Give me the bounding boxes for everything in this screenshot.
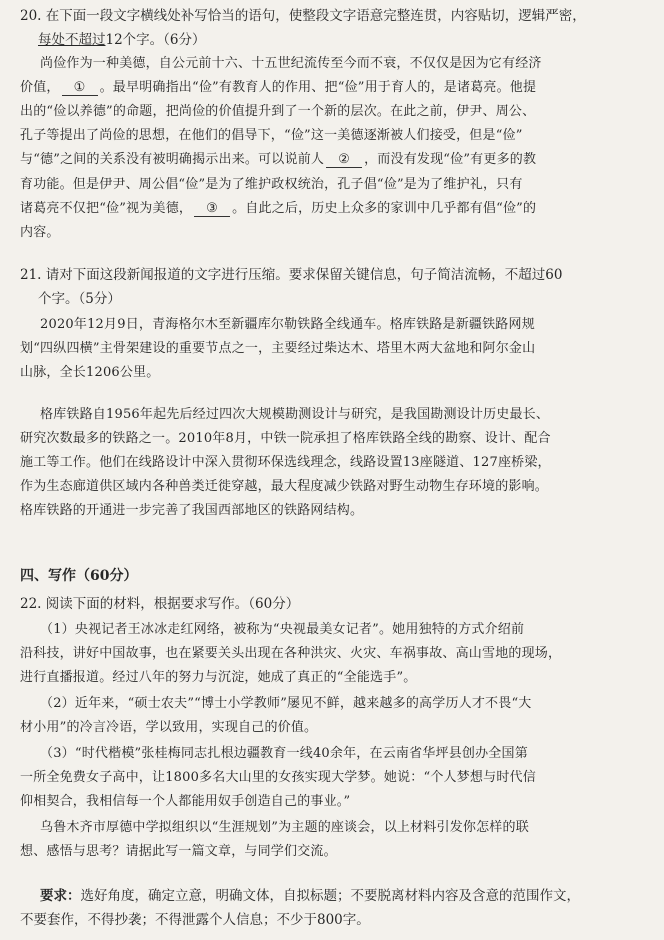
passage-text: 孔子等提出了尚俭的思想，在他们的倡导下，“俭”这一美德逐渐被人们接受，但是“俭” bbox=[20, 128, 523, 143]
q22-material-line: 乌鲁木齐市厚德中学拟组织以“生涯规划”为主题的座谈会，以上材料引发你怎样的联 bbox=[40, 820, 529, 835]
passage-text: 价值， bbox=[20, 80, 60, 95]
q21-passage-line: 2020年12月9日，青海格尔木至新疆库尔勒铁路全线通车。格库铁路是新疆铁路网规 bbox=[40, 317, 535, 332]
q22-material-line: 进行直播报道。经过八年的努力与沉淀，她成了真正的“全能选手”。 bbox=[20, 670, 417, 685]
q20-prompt-line1: 20. 在下面一段文字横线处补写恰当的语句，使整段文字语意完整连贯，内容贴切，逻辑严密， bbox=[20, 8, 586, 24]
passage-text: 内容。 bbox=[20, 225, 60, 240]
answer-blank[interactable]: ① bbox=[62, 81, 98, 96]
q22-material-line: 沿科技，讲好中国故事，也在紧要关头出现在各种洪灾、火灾、车祸事故、高山雪地的现场， bbox=[20, 646, 562, 661]
q20-passage-line bbox=[20, 201, 536, 217]
q21-prompt-line2: 个字。（5分） bbox=[38, 291, 121, 307]
q22-material-line: （1）央视记者王冰冰走红网络，被称为“央视最美女记者”。她用独特的方式介绍前 bbox=[40, 622, 525, 637]
q22-requirements-label: 要求： bbox=[40, 888, 81, 904]
q20-passage-line bbox=[20, 128, 523, 144]
passage-text: 。最早明确指出“俭”有教育人的作用、把“俭”用于育人的，是诸葛亮。他提 bbox=[99, 80, 537, 95]
passage-text: 。自此之后，历史上众多的家训中几乎都有倡“俭”的 bbox=[232, 201, 537, 216]
q22-material-line: 材小用”的冷言冷语，学以致用，实现自己的价值。 bbox=[20, 720, 318, 735]
q20-passage-line bbox=[20, 104, 535, 120]
passage-text: 诸葛亮不仅把“俭”视为美德， bbox=[20, 201, 193, 216]
q22-prompt: 22. 阅读下面的材料，根据要求写作。（60分） bbox=[20, 596, 300, 612]
q20-limit-underlined: 每处不超过 bbox=[38, 32, 106, 48]
answer-blank[interactable]: ③ bbox=[194, 202, 230, 217]
answer-blank[interactable]: ② bbox=[326, 153, 362, 168]
q21-passage-line: 格库铁路的开通进一步完善了我国西部地区的铁路网结构。 bbox=[20, 503, 364, 518]
q20-passage-line bbox=[20, 177, 523, 193]
q21-passage-line: 作为生态廊道供区域内各种兽类迁徙穿越，最大程度减少铁路对野生动物生存环境的影响。 bbox=[20, 479, 549, 494]
q21-passage-line: 划“四纵四横”主骨架建设的重要节点之一，主要经过柴达木、塔里木两大盆地和阿尔金山 bbox=[20, 341, 536, 356]
passage-text: 与“德”之间的关系没有被明确揭示出来。可以说前人 bbox=[20, 152, 325, 167]
passage-text: 育功能。但是伊尹、周公倡“俭”是为了维护政权统治，孔子倡“俭”是为了维护礼，只有 bbox=[20, 177, 523, 192]
passage-text: 尚俭作为一种美德，自公元前十六、十五世纪流传至今而不衰，不仅仅是因为它有经济 bbox=[40, 56, 542, 71]
q22-requirements-text1: 选好角度，确定立意，明确文体，自拟标题；不要脱离材料内容及含意的范围作文， bbox=[80, 888, 580, 904]
q20-passage-line bbox=[20, 225, 60, 241]
q22-material-line: 想、感悟与思考？请据此写一篇文章，与同学们交流。 bbox=[20, 844, 337, 859]
q22-material-line: （2）近年来，“硕士农夫”“博士小学教师”屡见不鲜，越来越多的高学历人才不畏“大 bbox=[40, 696, 532, 711]
q21-passage-line: 山脉，全长1206公里。 bbox=[20, 365, 160, 380]
q22-material-line: 仰相契合，我相信每一个人都能用奴手创造自己的事业。” bbox=[20, 794, 351, 809]
q22-requirements-line2: 不要套作，不得抄袭；不得泄露个人信息；不少于800字。 bbox=[20, 912, 370, 928]
q20-passage-line bbox=[40, 56, 542, 72]
passage-text: 出的“俭以养德”的命题，把尚俭的价值提升到了一个新的层次。在此之前，伊尹、周公、 bbox=[20, 104, 536, 119]
q22-material-line: （3）“时代楷模”张桂梅同志扎根边疆教育一线40余年，在云南省华坪县创办全国第 bbox=[40, 746, 528, 761]
q21-passage-line: 施工等工作。他们在线路设计中深入贯彻环保选线理念，线路设置13座隧道、127座桥梁， bbox=[20, 455, 551, 470]
q21-passage-line: 格库铁路自1956年起先后经过四次大规模勘测设计与研究，是我国勘测设计历史最长、 bbox=[40, 407, 550, 422]
section-writing-title: 四、写作（60分） bbox=[20, 568, 138, 584]
q22-requirements-line1 bbox=[40, 888, 580, 904]
q21-prompt-line1: 21. 请对下面这段新闻报道的文字进行压缩。要求保留关键信息，句子简洁流畅，不超过60 bbox=[20, 267, 563, 283]
q20-prompt-line2 bbox=[38, 32, 206, 48]
q20-limit-rest: 12个字。（6分） bbox=[105, 32, 206, 48]
q22-material-line: 一所全免费女子高中，让1800多名大山里的女孩实现大学梦。她说：“个人梦想与时代信 bbox=[20, 770, 536, 785]
q20-passage-line bbox=[20, 152, 536, 168]
passage-text: ，而没有发现“俭”有更多的教 bbox=[364, 152, 537, 167]
q21-passage-line: 研究次数最多的铁路之一。2010年8月，中铁一院承担了格库铁路全线的勘察、设计、配合 bbox=[20, 431, 551, 446]
q20-passage-line bbox=[20, 80, 536, 96]
